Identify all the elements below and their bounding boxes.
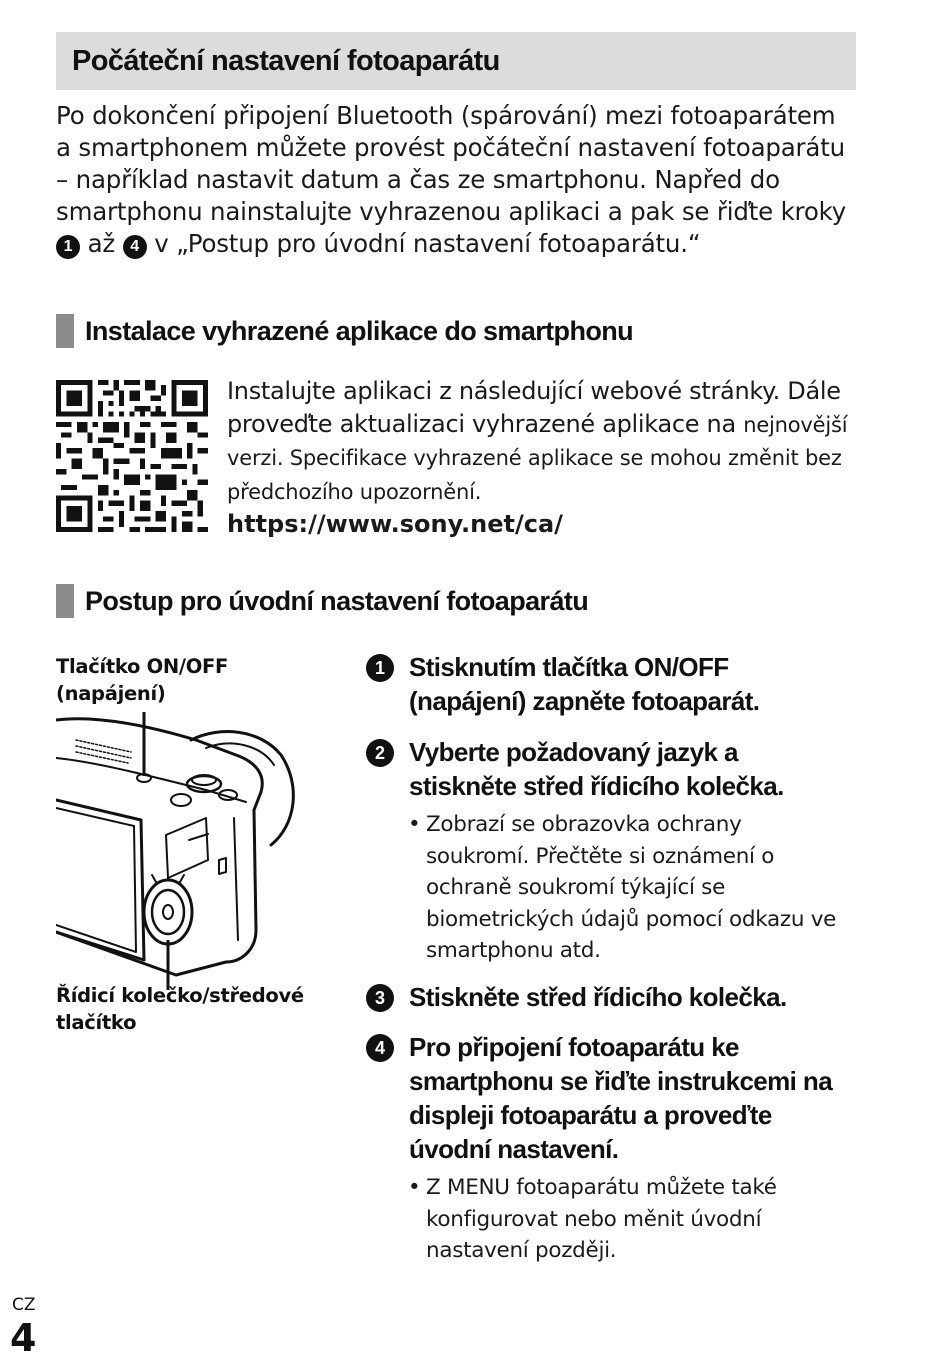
step-4	[366, 1030, 846, 1166]
section-marker	[56, 314, 74, 348]
step-text: Stisknutím tlačítka ON/OFF (napájení) zapněte fotoaparát.	[409, 652, 760, 716]
camera-illustration-icon	[56, 700, 326, 990]
step-text: Pro připojení fotoaparátu ke smartphonu se řiďte instrukcemi na displeji fotoaparátu a proveďte úvodní nastavení.	[409, 1032, 833, 1164]
qr-code-icon[interactable]	[56, 380, 208, 532]
intro-text-middle: až	[80, 229, 123, 258]
install-text-small: nejnovější verzi. Specifikace vyhrazené aplikace se mohou změnit bez předchozího upozornění.	[227, 412, 848, 504]
install-text-main: Instalujte aplikaci z následující webové stránky. Dále proveďte aktualizaci vyhrazené aplikace na	[227, 377, 841, 438]
step-text: Stiskněte střed řídicího kolečka.	[409, 982, 787, 1012]
bullet-privacy-note	[408, 809, 848, 967]
intro-text-before: Po dokončení připojení Bluetooth (spárování) mezi fotoaparátem a smartphonem můžete provést počáteční nastavení fotoaparátu – například nastavit datum a čas ze smartphonu. Napřed do smartphonu nainstalujte vyhrazenou aplikaci a pak se řiďte kroky	[56, 101, 847, 226]
section-title-procedure: Postup pro úvodní nastavení fotoaparátu	[85, 585, 589, 616]
page-title: Počáteční nastavení fotoaparátu	[72, 44, 500, 77]
step-number-icon: 2	[366, 739, 394, 767]
bullet-text: Zobrazí se obrazovka ochrany soukromí. Přečtěte si oznámení o ochraně soukromí týkající se biometrických údajů pomocí odkazu ve smartphonu atd.	[426, 812, 837, 963]
step-1	[366, 650, 846, 718]
section-heading-procedure	[56, 582, 588, 620]
step-3	[366, 980, 846, 1014]
bullet-menu-note	[408, 1172, 848, 1267]
section-heading-install	[56, 312, 633, 350]
step-number-icon: 4	[366, 1034, 394, 1062]
step-number-icon: 1	[366, 654, 394, 682]
bullet-text: Z MENU fotoaparátu můžete také konfigurovat nebo měnit úvodní nastavení později.	[426, 1175, 777, 1263]
page-title-bar	[56, 32, 856, 90]
intro-text-after: v „Postup pro úvodní nastavení fotoaparátu.“	[146, 229, 701, 258]
section-title-install: Instalace vyhrazené aplikace do smartphonu	[85, 315, 634, 346]
page-number: 4	[10, 1316, 37, 1360]
step-2	[366, 735, 846, 803]
bullet-dot: •	[408, 1175, 421, 1200]
install-description	[227, 375, 857, 541]
bullet-dot: •	[408, 812, 421, 837]
language-code: CZ	[12, 1295, 36, 1315]
label-control-wheel: Řídicí kolečko/středové tlačítko	[56, 984, 304, 1034]
step-text: Vyberte požadovaný jazyk a stiskněte střed řídicího kolečka.	[409, 737, 784, 801]
intro-paragraph	[56, 100, 856, 260]
label-power-button: Tlačítko ON/OFF (napájení)	[56, 655, 229, 705]
step-4-number-icon: 4	[123, 235, 147, 259]
step-1-number-icon: 1	[56, 235, 80, 259]
app-download-link[interactable]: https://www.sony.net/ca/	[227, 510, 563, 538]
section-marker	[56, 584, 74, 618]
step-number-icon: 3	[366, 984, 394, 1012]
